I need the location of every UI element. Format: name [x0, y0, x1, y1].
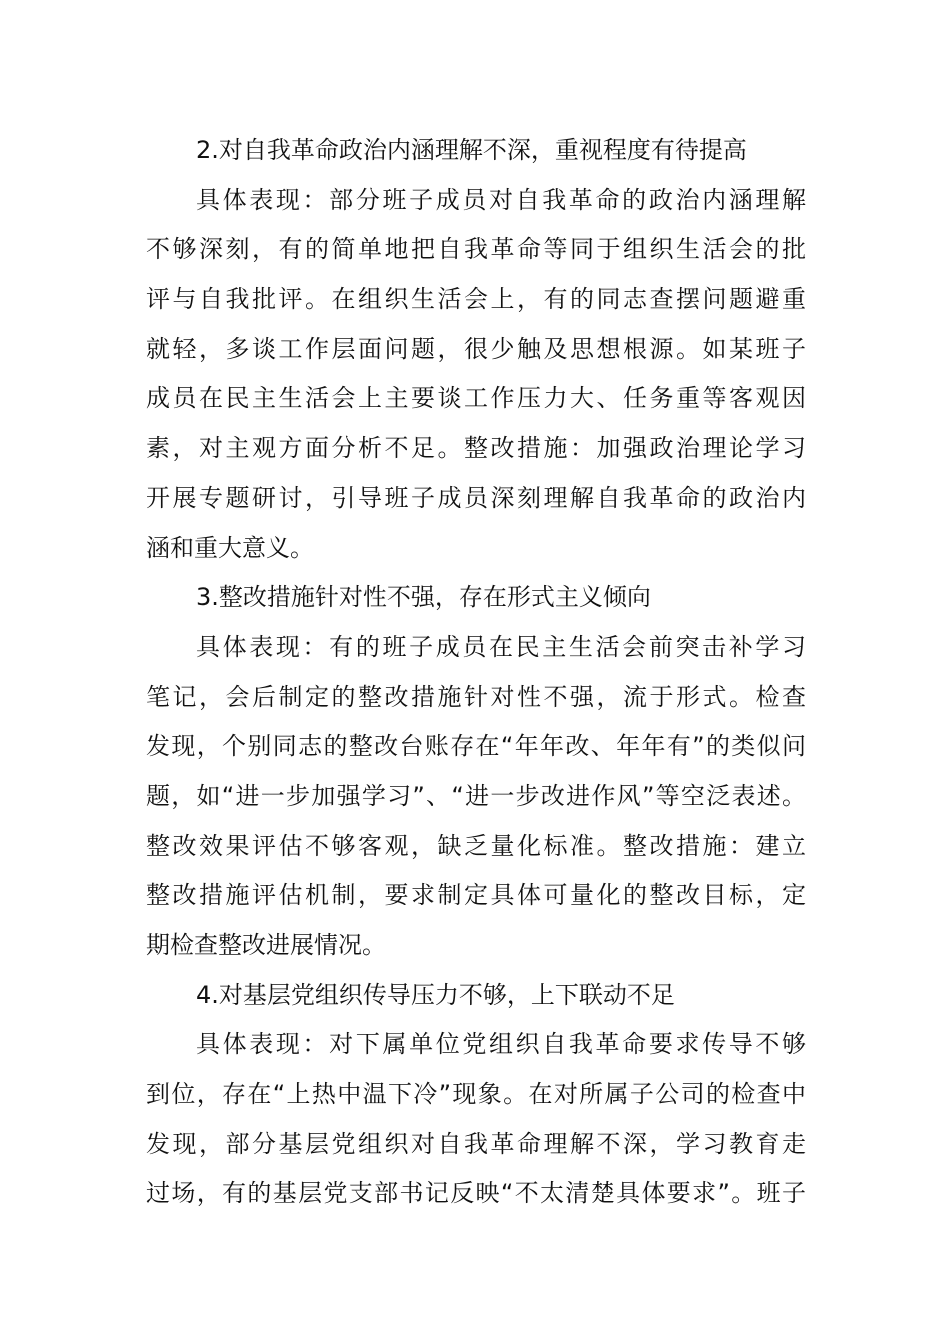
paragraph-line: 开展专题研讨，引导班子成员深刻理解自我革命的政治内	[146, 483, 806, 512]
paragraph-line: 就轻，多谈工作层面问题，很少触及思想根源。如某班子	[146, 334, 806, 363]
paragraph-line: 具体表现：部分班子成员对自我革命的政治内涵理解	[196, 185, 806, 214]
paragraph-line: 期检查整改进展情况。	[146, 931, 386, 959]
paragraph-line: 到位，存在“上热中温下冷”现象。在对所属子公司的检查中	[146, 1080, 806, 1109]
section-heading-4: 4.对基层党组织传导压力不够，上下联动不足	[196, 980, 675, 1009]
paragraph-line: 发现，部分基层党组织对自我革命理解不深，学习教育走	[146, 1129, 806, 1158]
paragraph-line: 具体表现：有的班子成员在民主生活会前突击补学习	[196, 632, 806, 661]
paragraph-line: 素，对主观方面分析不足。整改措施：加强政治理论学习	[146, 434, 806, 463]
paragraph-line: 题，如“进一步加强学习”、“进一步改进作风”等空泛表述。	[146, 781, 806, 810]
paragraph-line: 具体表现：对下属单位党组织自我革命要求传导不够	[196, 1030, 806, 1059]
section-heading-2: 2.对自我革命政治内涵理解不深，重视程度有待提高	[196, 136, 747, 164]
paragraph-line: 涵和重大意义。	[146, 533, 314, 562]
section-heading-3: 3.整改措施针对性不强，存在形式主义倾向	[196, 583, 651, 612]
paragraph-line: 发现，个别同志的整改台账存在“年年改、年年有”的类似问	[146, 732, 806, 761]
paragraph-line: 整改措施评估机制，要求制定具体可量化的整改目标，定	[146, 881, 806, 910]
paragraph-line: 整改效果评估不够客观，缺乏量化标准。整改措施：建立	[146, 831, 806, 860]
paragraph-line: 成员在民主生活会上主要谈工作压力大、任务重等客观因	[146, 384, 806, 413]
paragraph-line: 不够深刻，有的简单地把自我革命等同于组织生活会的批	[146, 235, 806, 264]
paragraph-line: 评与自我批评。在组织生活会上，有的同志查摆问题避重	[146, 285, 806, 314]
document-body	[146, 126, 806, 1219]
paragraph-line: 笔记，会后制定的整改措施针对性不强，流于形式。检查	[146, 682, 806, 711]
paragraph-line: 过场，有的基层党支部书记反映“不太清楚具体要求”。班子	[146, 1179, 806, 1208]
